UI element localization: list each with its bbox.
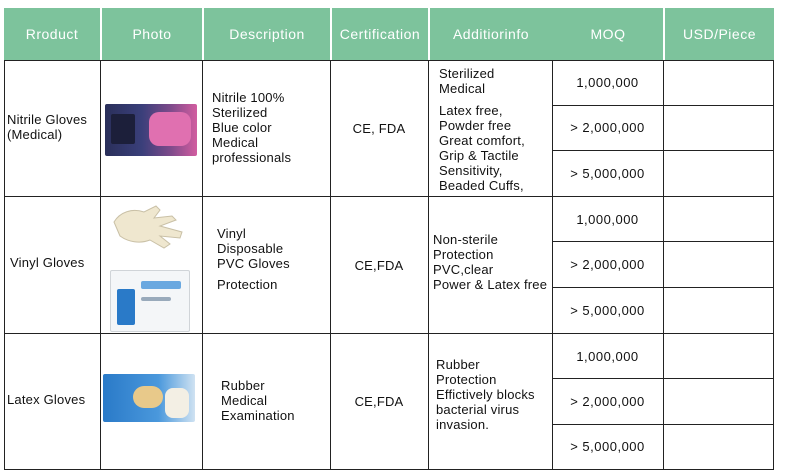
row2-info: Non-sterile Protection PVC,clear Power & Latex free: [433, 232, 548, 292]
row1-moq-3: > 5,000,000: [570, 165, 645, 181]
row1-moq-2: > 2,000,000: [570, 120, 645, 135]
row2-product: Vinyl Gloves: [10, 255, 85, 270]
row2-moq-1: 1,000,000: [576, 211, 639, 227]
row1-info-top: Sterilized Medical: [439, 66, 495, 96]
row3-moq-3: > 5,000,000: [570, 439, 645, 454]
row3-product: Latex Gloves: [7, 392, 86, 407]
row1-description: Nitrile 100% Sterilized Blue color Medical professionals: [212, 90, 292, 165]
col-header-product: Rroduct: [25, 26, 79, 42]
col-header-additional-info: Additiorinfo: [452, 26, 530, 42]
row2-moq-2: > 2,000,000: [570, 256, 645, 272]
col-header-moq: MOQ: [590, 26, 626, 42]
row3-info: Rubber Protection Effictively blocks bacterial virus invasion.: [436, 357, 535, 432]
row1-info: Latex free, Powder free Great comfort, Grip & Tactile Sensitivity, Beaded Cuffs,: [439, 103, 525, 193]
row1-certification: CE, FDA: [352, 120, 406, 136]
col-header-photo: Photo: [132, 26, 172, 42]
row2-certification: CE,FDA: [354, 257, 404, 273]
row2-description-extra: Protection: [217, 277, 278, 292]
row2-description: Vinyl Disposable PVC Gloves: [217, 226, 290, 271]
row3-certification: CE,FDA: [354, 394, 404, 409]
row1-product: Nitrile Gloves (Medical): [7, 112, 88, 142]
row2-moq-3: > 5,000,000: [570, 302, 645, 318]
row1-moq-1: 1,000,000: [576, 75, 639, 90]
row3-moq-1: 1,000,000: [576, 348, 639, 364]
product-table: [4, 8, 774, 470]
col-header-certification: Certification: [339, 26, 421, 42]
row3-moq-2: > 2,000,000: [570, 393, 645, 409]
nitrile-gloves-box-image: [105, 104, 197, 156]
row3-description: Rubber Medical Examination: [221, 378, 295, 423]
col-header-description: Description: [229, 26, 305, 42]
latex-gloves-box-image: [103, 374, 195, 422]
col-header-usd-piece: USD/Piece: [683, 26, 756, 42]
